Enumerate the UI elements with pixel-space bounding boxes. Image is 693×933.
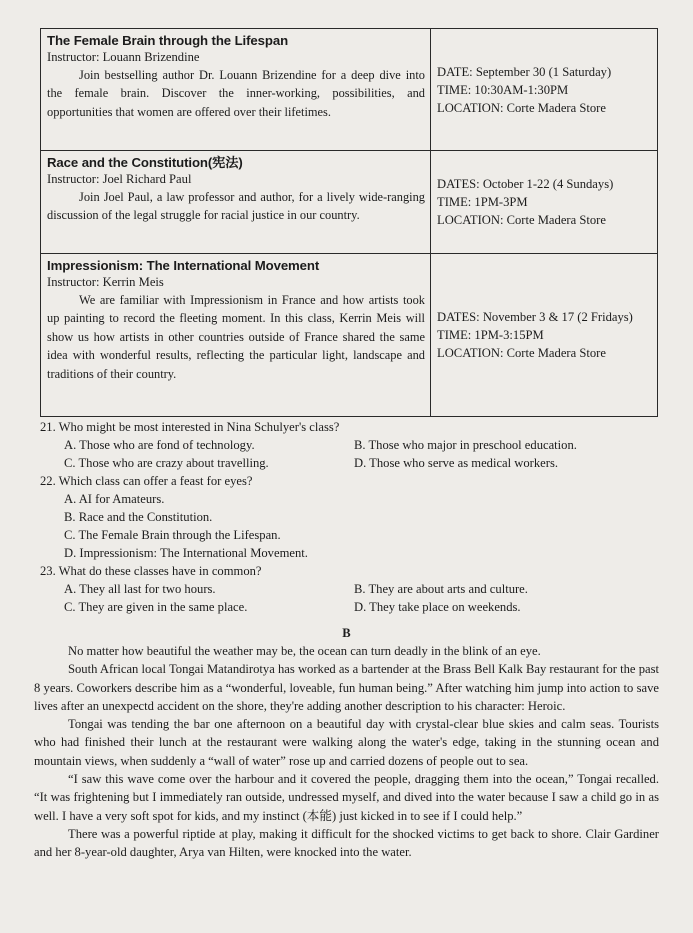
class-description: We are familiar with Impressionism in France and how artists took up painting to record the fleeting moment. In this class, Kerrin Meis will show us how artists in other countries outside of France shared the same idea with wonderful results, reflecting the particular light, landscape and traditions of their country. <box>47 293 425 381</box>
question-stem: 22. Which class can offer a feast for eyes? <box>40 474 253 488</box>
option-c: C. Those who are crazy about travelling. <box>64 456 269 470</box>
question-stem: 21. Who might be most interested in Nina Schulyer's class? <box>40 420 340 434</box>
option-d: D. They take place on weekends. <box>354 600 521 614</box>
class-description-cell <box>41 151 431 254</box>
option-a: A. AI for Amateurs. <box>64 492 165 506</box>
class-date: DATES: October 1-22 (4 Sundays) <box>437 177 614 191</box>
class-description: Join Joel Paul, a law professor and author, for a lively wide-ranging discussion of the legal struggle for racial justice in our country. <box>47 190 425 223</box>
option-row <box>40 436 660 454</box>
option-a: A. They all last for two hours. <box>64 582 216 596</box>
passage-paragraph: There was a powerful riptide at play, making it difficult for the shocked victims to get back to shore. Clair Gardiner and her 8-year-old daughter, Arya van Hilten, were knocked into the water. <box>34 826 659 860</box>
class-info-cell <box>431 254 658 417</box>
option-c: C. The Female Brain through the Lifespan. <box>64 528 281 542</box>
class-time: TIME: 1PM-3PM <box>437 195 528 209</box>
question-stem: 23. What do these classes have in common? <box>40 564 262 578</box>
class-instructor: Instructor: Joel Richard Paul <box>47 172 192 186</box>
reading-passage <box>34 624 659 862</box>
section-heading: B <box>342 626 351 640</box>
option-row <box>40 598 660 616</box>
class-row <box>41 151 658 254</box>
class-title: The Female Brain through the Lifespan <box>47 33 289 48</box>
class-title: Impressionism: The International Movement <box>47 258 320 273</box>
class-row <box>41 254 658 417</box>
option-row <box>40 454 660 472</box>
class-instructor: Instructor: Louann Brizendine <box>47 50 200 64</box>
class-time: TIME: 1PM-3:15PM <box>437 328 544 342</box>
passage-paragraph: No matter how beautiful the weather may be, the ocean can turn deadly in the blink of an eye. <box>68 644 541 658</box>
option-row <box>40 580 660 598</box>
option-b: B. They are about arts and culture. <box>354 582 528 596</box>
class-description-cell <box>41 29 431 151</box>
question-section <box>40 418 660 616</box>
class-instructor: Instructor: Kerrin Meis <box>47 275 164 289</box>
class-location: LOCATION: Corte Madera Store <box>437 213 606 227</box>
class-schedule-table <box>40 28 658 417</box>
class-location: LOCATION: Corte Madera Store <box>437 100 606 115</box>
passage-paragraph: “I saw this wave come over the harbour and it covered the people, dragging them into the ocean,” Tongai recalled. “It was frightening but I immediately ran outside, undressed myself, and dived into the water because I saw a child go in as well. I have a very soft spot for kids, and my instinct (本能) just kicked in to see if I could help.” <box>34 772 659 823</box>
option-b: B. Those who major in preschool education. <box>354 438 577 452</box>
class-location: LOCATION: Corte Madera Store <box>437 346 606 360</box>
option-b: B. Race and the Constitution. <box>64 510 213 524</box>
option-c: C. They are given in the same place. <box>64 600 248 614</box>
class-date: DATE: September 30 (1 Saturday) <box>437 64 612 79</box>
option-d: D. Impressionism: The International Movement. <box>64 546 308 560</box>
class-row <box>41 29 658 151</box>
class-description: Join bestselling author Dr. Louann Brizendine for a deep dive into the female brain. Discover the inner-working, possibilities, and opportunities that women are offered over their lifetimes. <box>47 68 425 119</box>
class-time: TIME: 10:30AM-1:30PM <box>437 82 569 97</box>
passage-paragraph: Tongai was tending the bar one afternoon on a beautiful day with crystal-clear blue skies and calm seas. Tourists who had finished their lunch at the restaurant were walking along the water's edge, taking in the stunning ocean and mountain views, when suddenly a “wall of water” rose up and carried dozens of people out to sea. <box>34 717 659 768</box>
class-info-cell <box>431 151 658 254</box>
class-info-cell <box>431 29 658 151</box>
option-a: A. Those who are fond of technology. <box>64 438 255 452</box>
class-date: DATES: November 3 & 17 (2 Fridays) <box>437 310 633 324</box>
passage-paragraph: South African local Tongai Matandirotya has worked as a bartender at the Brass Bell Kalk Bay restaurant for the past 8 years. Coworkers describe him as a “wonderful, loveable, fun human being.” After watching him jump into action to save lives after an unexpectd accident on the shore, they're adding another description to his character: Heroic. <box>34 662 659 713</box>
option-d: D. Those who serve as medical workers. <box>354 456 559 470</box>
class-description-cell <box>41 254 431 417</box>
class-title: Race and the Constitution(宪法) <box>47 155 243 170</box>
